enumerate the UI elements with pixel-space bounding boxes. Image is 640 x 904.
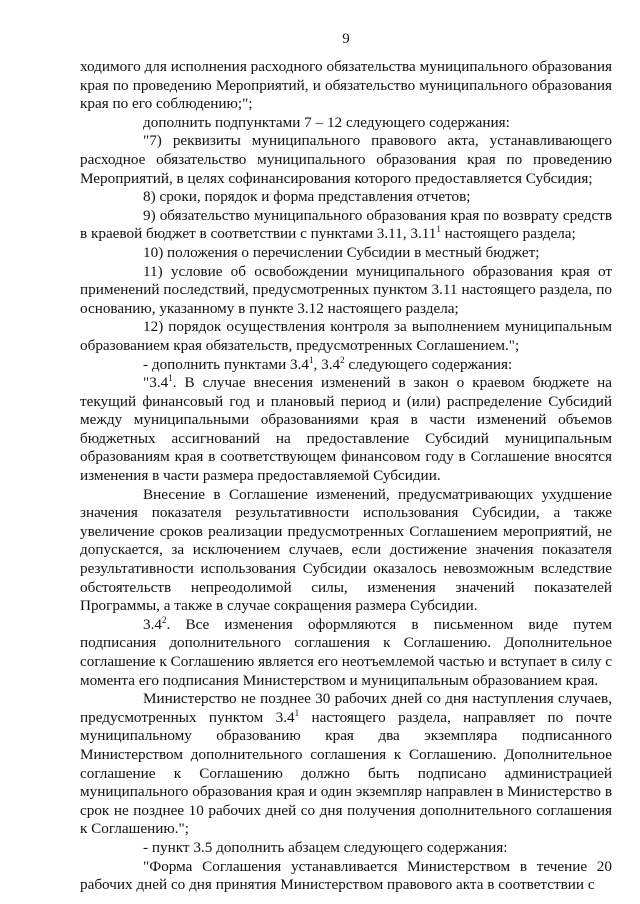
page-number: 9 [342,31,350,47]
paragraph: ходимого для исполнения расходного обязательства муниципального образования края по проведению Мероприятий, и обязательство муниципального образования края по его соблюдению;"; [80,58,612,113]
paragraph: 9) обязательство муниципального образования края по возврату средств в краевой бюджет в соответствии с пунктами 3.11, 3.11$^1$ настоящего раздела; [80,206,612,243]
paragraph: "7) реквизиты муниципального правового акта, устанавливающего расходное обязательство муниципального образования края по проведению Мероприятий, в целях софинансирования которого предоставляется Субсидия; [80,132,612,187]
paragraph: 10) положения о перечислении Субсидии в местный бюджет; [143,243,540,261]
paragraph: - дополнить пунктами $3.4^1$, $3.4^2$ следующего содержания: [143,354,513,373]
paragraph: дополнить подпунктами 7 – 12 следующего содержания: [143,113,510,131]
paragraph: 11) условие об освобождении муниципального образования края от применений последствий, предусмотренных пунктом 3.11 настоящего раздела, по основанию, указанному в пункте 3.12 настоящего раздела; [80,262,612,317]
paragraph: 8) сроки, порядок и форма представления отчетов; [143,188,471,206]
paragraph: Министерство не позднее 30 рабочих дней со дня наступления случаев, предусмотренных пунктом $3.4^1$ настоящего раздела, направляет по почте муниципальному образованию края два экземпляра подписанного Министерством дополнительного соглашения к Соглашению. Дополнительное соглашение к Соглашению должно быть подписано администрацией муниципального образования края и один экземпляр направлен в Министерство в срок не позднее 10 рабочих дней со дня получения дополнительного соглашения к Соглашению."; [80,690,612,838]
document-body [80,58,612,895]
paragraph: "$3.4^1$. В случае внесения изменений в закон о краевом бюджете на текущий финансовый год и плановый период и (или) распределение Субсидий между муниципальными образованиями края в части изменений объемов бюджетных ассигнований на предоставление Субсидий муниципальным образованиям края в соответствующем финансовом году в Соглашение вносятся изменения в части размера предоставляемой Субсидии. [80,373,612,485]
paragraph: $3.4^2$. Все изменения оформляются в письменном виде путем подписания дополнительного соглашения к Соглашению. Дополнительное соглашение к Соглашению является его неотъемлемой частью и вступает в силу с момента его подписания Министерством и муниципальным образованием края. [80,614,612,689]
paragraph: "Форма Соглашения устанавливается Министерством в течение 20 рабочих дней со дня принятия Министерством правового акта в соответствии с [80,857,612,894]
paragraph: 12) порядок осуществления контроля за выполнением муниципальным образованием края обязательств, предусмотренных Соглашением."; [80,318,612,354]
paragraph: - пункт 3.5 дополнить абзацем следующего содержания: [143,838,508,856]
paragraph: Внесение в Соглашение изменений, предусматривающих ухудшение значения показателя результативности использования Субсидии, а также увеличение сроков реализации предусмотренных Соглашением мероприятий, не допускается, за исключением случаев, если достижение значения показателя результативности использования Субсидии оказалось невозможным вследствие обстоятельств непреодолимой силы, изменения значений показателей Программы, а также в случае сокращения размера Субсидии. [80,485,612,615]
